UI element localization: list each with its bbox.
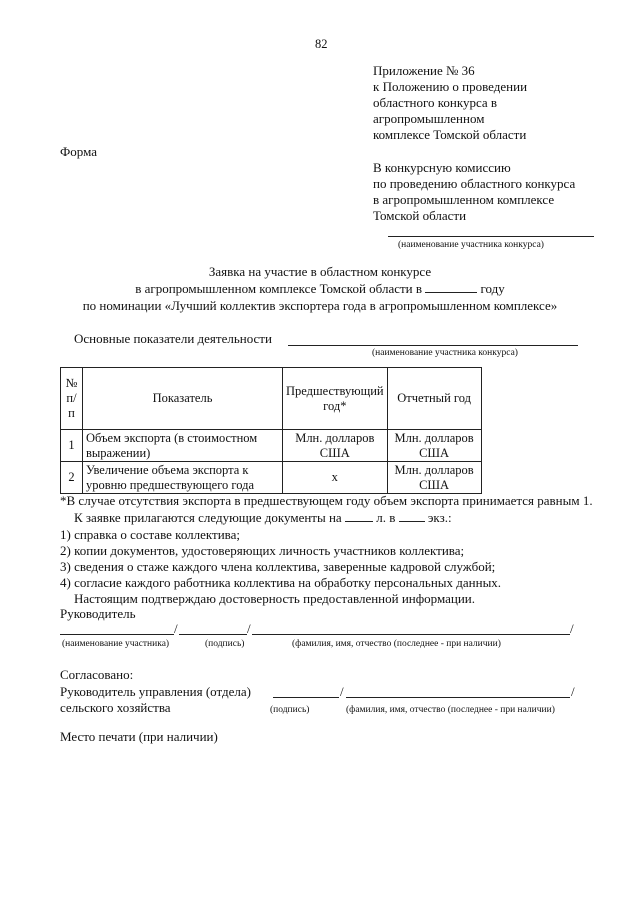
row-1-num: 1	[61, 430, 83, 462]
row-1-indicator: Объем экспорта (в стоимостном выражении)	[83, 430, 283, 462]
row-2-indicator: Увеличение объема экспорта к уровню предшествующего года	[83, 462, 283, 494]
indicators-fill-line[interactable]	[288, 345, 578, 346]
addressee-line-2: по проведению областного конкурса	[373, 176, 576, 191]
stamp-place: Место печати (при наличии)	[60, 729, 218, 744]
slash-2: /	[247, 621, 251, 636]
row-2-prev: x	[283, 462, 388, 494]
attachment-item-2: 2) копии документов, удостоверяющих личность участников коллектива;	[60, 543, 465, 558]
slash-1: /	[174, 621, 178, 636]
indicators-caption: (наименование участника конкурса)	[372, 348, 518, 358]
indicators-table	[60, 367, 482, 494]
title-line-3: по номинации «Лучший коллектив экспортера года в агропромышленном комплексе»	[82, 298, 558, 313]
title-line-2-post: году	[480, 281, 505, 296]
table-header-row	[61, 368, 482, 430]
attachments-intro-pre: К заявке прилагаются следующие документы на	[74, 510, 342, 525]
head-label: Руководитель	[60, 606, 136, 621]
title-line-2-pre: в агропромышленном комплексе Томской области в	[135, 281, 423, 296]
confirmation-text: Настоящим подтверждаю достоверность предоставленной информации.	[74, 591, 476, 606]
attachments-intro-post: экз.:	[427, 510, 452, 525]
attachment-item-4: 4) согласие каждого работника коллектива на обработку персональных данных.	[60, 575, 502, 590]
slash-4: /	[340, 684, 344, 699]
slash-3: /	[570, 621, 574, 636]
approval-caption-fio: (фамилия, имя, отчество (последнее - при наличии)	[346, 705, 555, 715]
header-current: Отчетный год	[387, 368, 481, 430]
head-fio-line[interactable]	[252, 634, 570, 635]
addressee-caption: (наименование участника конкурса)	[398, 240, 544, 250]
addressee-fill-line[interactable]	[388, 236, 594, 237]
attachment-item-3: 3) сведения о стаже каждого члена коллектива, заверенные кадровой службой;	[60, 559, 496, 574]
approval-fio-line[interactable]	[346, 697, 570, 698]
form-label: Форма	[60, 144, 97, 159]
approval-sign-line[interactable]	[273, 697, 339, 698]
appendix-line-2: к Положению о проведении	[373, 79, 528, 94]
approval-line-1: Руководитель управления (отдела)	[60, 684, 251, 699]
approval-line-2: сельского хозяйства	[60, 700, 171, 715]
slash-5: /	[571, 684, 575, 699]
attachments-intro	[74, 510, 452, 526]
header-indicator: Показатель	[83, 368, 283, 430]
table-row	[61, 430, 482, 462]
header-prev: Предшествующий год*	[283, 368, 388, 430]
approval-label: Согласовано:	[60, 667, 134, 682]
attachment-item-1: 1) справка о составе коллектива;	[60, 527, 241, 542]
footnote: *В случае отсутствия экспорта в предшествующем году объем экспорта принимается равным 1.	[60, 493, 593, 508]
year-field[interactable]	[425, 292, 477, 293]
title-line-1: Заявка на участие в областном конкурсе	[208, 264, 432, 279]
sheets-field[interactable]	[345, 521, 373, 522]
head-caption-fio: (фамилия, имя, отчество (последнее - при наличии)	[292, 639, 501, 649]
addressee-line-1: В конкурсную комиссию	[373, 160, 511, 175]
appendix-line-1: Приложение № 36	[373, 63, 475, 78]
page-number: 82	[315, 37, 328, 51]
addressee-line-3: в агропромышленном комплексе	[373, 192, 555, 207]
appendix-line-5: комплексе Томской области	[373, 127, 527, 142]
copies-field[interactable]	[399, 521, 425, 522]
appendix-line-3: областного конкурса в	[373, 95, 498, 110]
head-caption-sign: (подпись)	[205, 639, 245, 649]
title-line-2	[0, 281, 640, 297]
head-sign-line[interactable]	[179, 634, 247, 635]
addressee-line-4: Томской области	[373, 208, 467, 223]
row-2-current: Млн. долларов США	[387, 462, 481, 494]
row-1-prev: Млн. долларов США	[283, 430, 388, 462]
row-1-current: Млн. долларов США	[387, 430, 481, 462]
indicators-label: Основные показатели деятельности	[74, 331, 272, 346]
table-row	[61, 462, 482, 494]
head-name-line[interactable]	[60, 634, 174, 635]
appendix-line-4: агропромышленном	[373, 111, 485, 126]
header-num: № п/п	[61, 368, 83, 430]
row-2-num: 2	[61, 462, 83, 494]
approval-caption-sign: (подпись)	[270, 705, 310, 715]
head-caption-name: (наименование участника)	[62, 639, 170, 649]
attachments-intro-mid: л. в	[376, 510, 396, 525]
